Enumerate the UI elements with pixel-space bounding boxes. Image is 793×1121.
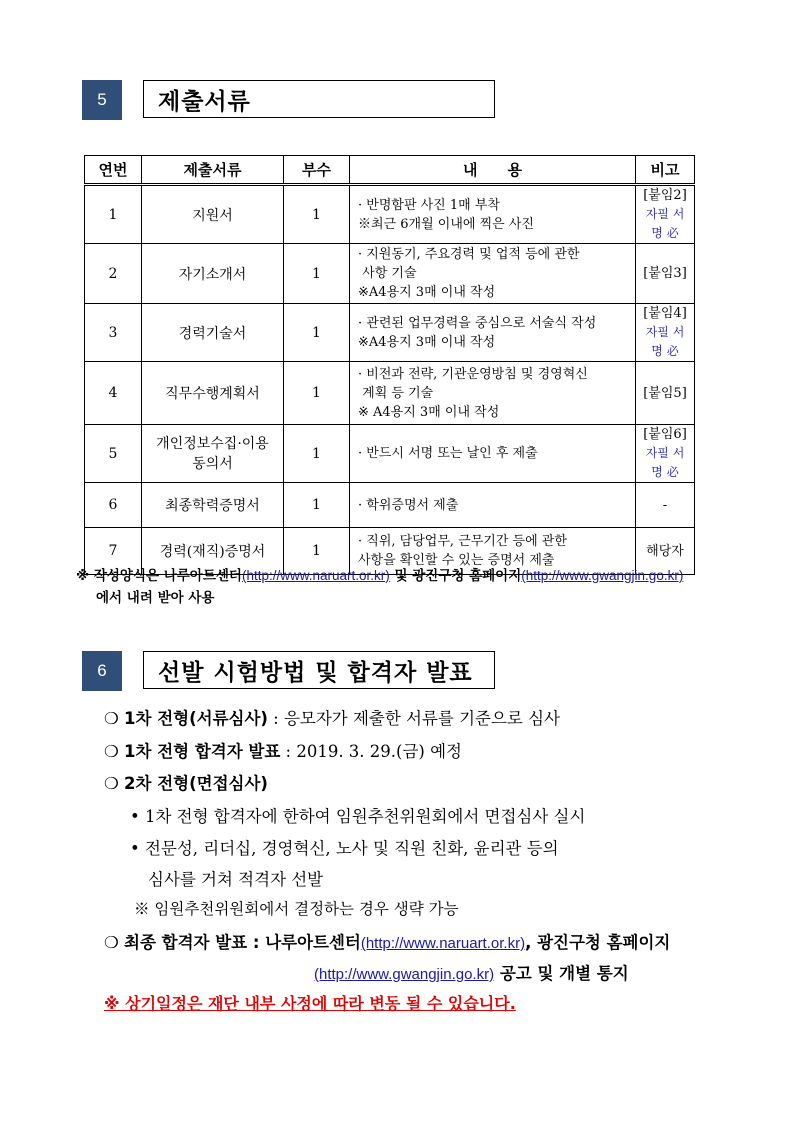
row-document: 개인정보수집·이용 동의서 xyxy=(142,425,284,483)
row-remarks: - xyxy=(636,483,695,528)
row-copies: 1 xyxy=(284,304,350,362)
signature-required: 자필 서명 必 xyxy=(645,446,685,479)
second-stage-bullet-continued: 심사를 거쳐 적격자 선발 xyxy=(148,870,324,889)
row-document: 지원서 xyxy=(142,185,284,244)
signature-required: 자필 서명 必 xyxy=(645,325,685,358)
naruart-link[interactable]: (http://www.naruart.or.kr) xyxy=(360,935,526,952)
row-number: 4 xyxy=(85,362,142,425)
row-number: 7 xyxy=(85,528,142,575)
table-row xyxy=(85,185,695,244)
section-number-badge: 5 xyxy=(82,80,122,120)
row-content: · 관련된 업무경력을 중심으로 서술식 작성 ※A4용지 3매 이내 작성 xyxy=(350,304,636,362)
signature-required: 자필 서명 必 xyxy=(645,207,685,240)
row-copies: 1 xyxy=(284,528,350,575)
form-download-note: ※ 작성양식은 나루아트센터(http://www.naruart.or.kr) 및 광진구청 홈페이지(http://www.gwangjin.go.kr) xyxy=(76,568,684,584)
gwangjin-link[interactable]: (http://www.gwangjin.go.kr) xyxy=(521,568,684,583)
row-copies: 1 xyxy=(284,244,350,304)
row-document: 최종학력증명서 xyxy=(142,483,284,528)
row-copies: 1 xyxy=(284,362,350,425)
col-header-remarks: 비고 xyxy=(636,156,695,185)
row-document: 자기소개서 xyxy=(142,244,284,304)
table-row xyxy=(85,304,695,362)
row-number: 1 xyxy=(85,185,142,244)
bullet-icon: • xyxy=(130,839,140,858)
circle-bullet-icon: ❍ xyxy=(104,933,119,952)
row-content: · 반드시 서명 또는 날인 후 제출 xyxy=(350,425,636,483)
row-remarks: [붙임6] 자필 서명 必 xyxy=(636,425,695,483)
schedule-change-warning: ※ 상기일정은 재단 내부 사정에 따라 변동 될 수 있습니다. xyxy=(104,994,516,1013)
documents-table xyxy=(84,155,695,575)
row-remarks: [붙임4] 자필 서명 必 xyxy=(636,304,695,362)
row-document: 직무수행계획서 xyxy=(142,362,284,425)
row-number: 5 xyxy=(85,425,142,483)
row-number: 3 xyxy=(85,304,142,362)
table-row xyxy=(85,425,695,483)
row-document: 경력(재직)증명서 xyxy=(142,528,284,575)
second-stage-bullet: • 전문성, 리더십, 경영혁신, 노사 및 직원 친화, 윤리관 등의 xyxy=(130,839,559,858)
circle-bullet-icon: ❍ xyxy=(104,742,119,761)
col-header-document: 제출서류 xyxy=(142,156,284,185)
row-content: · 직위, 담당업무, 근무기간 등에 관한 사항을 확인할 수 있는 증명서 제출 xyxy=(350,528,636,575)
col-header-number: 연번 xyxy=(85,156,142,185)
row-content: · 지원동기, 주요경력 및 업적 등에 관한 사항 기술 ※A4용지 3매 이내 작성 xyxy=(350,244,636,304)
table-row xyxy=(85,483,695,528)
col-header-copies: 부수 xyxy=(284,156,350,185)
second-stage-item: ❍ 2차 전형(면접심사) xyxy=(104,774,268,793)
row-copies: 1 xyxy=(284,185,350,244)
final-result-item-continued: (http://www.gwangjin.go.kr) 공고 및 개별 통지 xyxy=(314,964,629,983)
circle-bullet-icon: ❍ xyxy=(104,774,119,793)
row-remarks: 해당자 xyxy=(636,528,695,575)
row-copies: 1 xyxy=(284,483,350,528)
first-stage-item: ❍ 1차 전형(서류심사) : 응모자가 제출한 서류를 기준으로 심사 xyxy=(104,709,560,728)
gwangjin-link[interactable]: (http://www.gwangjin.go.kr) xyxy=(314,966,495,983)
section-title: 제출서류 xyxy=(143,80,495,118)
row-content: · 비전과 전략, 기관운영방침 및 경영혁신 계획 등 기술 ※ A4용지 3매 이내 작성 xyxy=(350,362,636,425)
row-copies: 1 xyxy=(284,425,350,483)
row-remarks: [붙임2] 자필 서명 必 xyxy=(636,185,695,244)
table-header-row xyxy=(85,156,695,185)
bullet-icon: • xyxy=(130,807,140,826)
section-title: 선발 시험방법 및 합격자 발표 xyxy=(143,651,495,689)
circle-bullet-icon: ❍ xyxy=(104,709,119,728)
row-remarks: [붙임5] xyxy=(636,362,695,425)
final-result-item: ❍ 최종 합격자 발표 : 나루아트센터(http://www.naruart.or.kr), 광진구청 홈페이지 xyxy=(104,933,671,952)
second-stage-remark: ※ 임원추천위원회에서 결정하는 경우 생략 가능 xyxy=(134,900,459,918)
row-remarks: [붙임3] xyxy=(636,244,695,304)
row-document: 경력기술서 xyxy=(142,304,284,362)
table-row xyxy=(85,244,695,304)
naruart-link[interactable]: (http://www.naruart.or.kr) xyxy=(241,568,390,583)
row-number: 6 xyxy=(85,483,142,528)
second-stage-bullet: • 1차 전형 합격자에 한하여 임원추천위원회에서 면접심사 실시 xyxy=(130,807,586,826)
col-header-content: 내 용 xyxy=(350,156,636,185)
form-download-note-line2: 에서 내려 받아 사용 xyxy=(96,590,215,606)
row-content: · 학위증명서 제출 xyxy=(350,483,636,528)
row-content: · 반명함판 사진 1매 부착 ※최근 6개월 이내에 찍은 사진 xyxy=(350,185,636,244)
first-stage-result-item: ❍ 1차 전형 합격자 발표 : 2019. 3. 29.(금) 예정 xyxy=(104,742,462,761)
table-row xyxy=(85,362,695,425)
row-number: 2 xyxy=(85,244,142,304)
section-number-badge: 6 xyxy=(82,651,122,691)
